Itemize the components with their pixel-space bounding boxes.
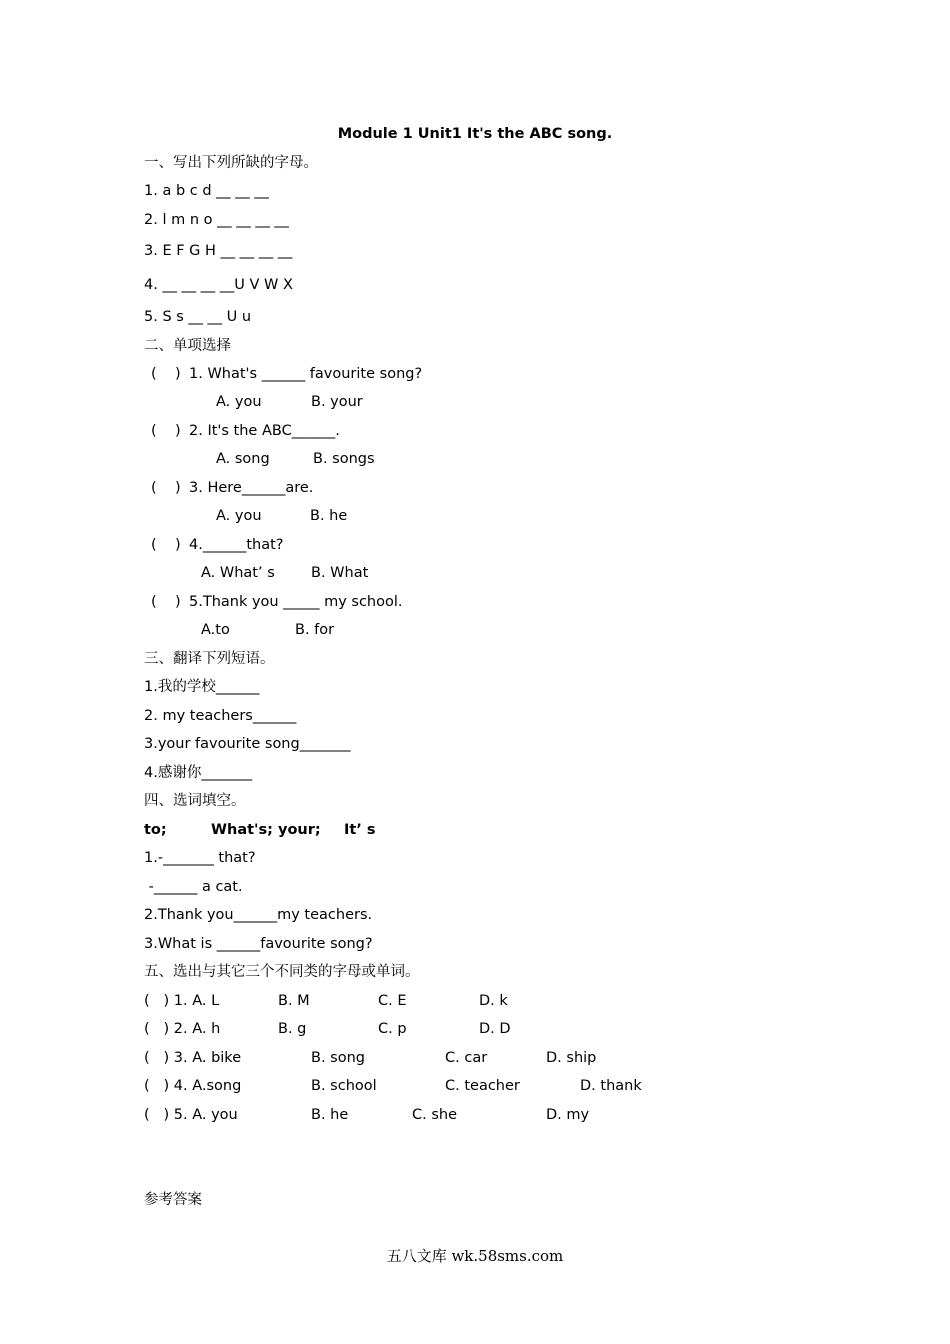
s5-option-c: C. E [378, 993, 407, 1009]
question-stem: 4.______that? [189, 537, 284, 553]
answer-paren-open: ( [151, 423, 157, 439]
s5-option-b: B. school [311, 1078, 377, 1094]
answer-key-heading: 参考答案 [144, 1192, 202, 1208]
question-stem: 5.Thank you _____ my school. [189, 594, 403, 610]
section-1-heading: 一、写出下列所缺的字母。 [144, 155, 318, 171]
s1-item: 4. __ __ __ __U V W X [144, 277, 293, 293]
answer-paren-open: ( [151, 480, 157, 496]
s4-item: 1.-_______ that? [144, 850, 256, 866]
s4-item: -______ a cat. [144, 879, 243, 895]
answer-paren-open: ( [151, 594, 157, 610]
option-b: B. songs [313, 451, 375, 467]
answer-paren-close: ) [175, 480, 181, 496]
s3-item: 2. my teachers______ [144, 708, 297, 724]
option-b: B. your [311, 394, 363, 410]
s5-question: ( ) 5. A. you [144, 1107, 238, 1123]
s5-question: ( ) 1. A. L [144, 993, 220, 1009]
s4-item: 3.What is ______favourite song? [144, 936, 373, 952]
question-stem: 2. It's the ABC______. [189, 423, 340, 439]
answer-paren-close: ) [175, 594, 181, 610]
s3-item: 4.感谢你_______ [144, 765, 253, 781]
word-bank-item: to; [144, 822, 167, 838]
s1-item: 5. S s __ __ U u [144, 309, 252, 325]
s5-option-b: B. he [311, 1107, 349, 1123]
option-a: A. song [216, 451, 270, 467]
footer-watermark: 五八文库 wk.58sms.com [386, 1247, 564, 1265]
s3-item: 3.your favourite song_______ [144, 736, 351, 752]
s5-question: ( ) 2. A. h [144, 1021, 221, 1037]
s5-option-c: C. she [412, 1107, 458, 1123]
word-bank-item: your; [278, 822, 321, 838]
s3-item: 1.我的学校______ [144, 679, 260, 695]
option-b: B. for [295, 622, 335, 638]
s1-item: 1. a b c d __ __ __ [144, 183, 269, 199]
section-2-heading: 二、单项选择 [144, 338, 231, 354]
section-3-heading: 三、翻译下列短语。 [144, 651, 275, 667]
s5-option-d: D. ship [546, 1050, 597, 1066]
answer-paren-close: ) [175, 366, 181, 382]
s5-question: ( ) 4. A.song [144, 1078, 242, 1094]
s5-option-d: D. my [546, 1107, 590, 1123]
s5-option-b: B. g [278, 1021, 307, 1037]
section-5-heading: 五、选出与其它三个不同类的字母或单词。 [144, 964, 420, 980]
s5-option-c: C. p [378, 1021, 407, 1037]
option-a: A. you [216, 508, 262, 524]
word-bank-item: What's; [211, 822, 273, 838]
option-a: A. What’ s [201, 565, 275, 581]
option-b: B. he [310, 508, 348, 524]
s5-question: ( ) 3. A. bike [144, 1050, 242, 1066]
answer-paren-open: ( [151, 537, 157, 553]
s5-option-d: D. k [479, 993, 508, 1009]
option-a: A. you [216, 394, 262, 410]
answer-paren-close: ) [175, 423, 181, 439]
s1-item: 3. E F G H __ __ __ __ [144, 243, 293, 259]
s5-option-c: C. car [445, 1050, 488, 1066]
s5-option-c: C. teacher [445, 1078, 520, 1094]
page-title: Module 1 Unit1 It's the ABC song. [337, 126, 613, 142]
word-bank-item: It’ s [344, 822, 376, 838]
s5-option-b: B. song [311, 1050, 365, 1066]
option-a: A.to [201, 622, 230, 638]
s5-option-d: D. D [479, 1021, 511, 1037]
question-stem: 3. Here______are. [189, 480, 314, 496]
answer-paren-open: ( [151, 366, 157, 382]
section-4-heading: 四、选词填空。 [144, 793, 246, 809]
s5-option-b: B. M [278, 993, 310, 1009]
question-stem: 1. What's ______ favourite song? [189, 366, 423, 382]
answer-paren-close: ) [175, 537, 181, 553]
option-b: B. What [311, 565, 369, 581]
s1-item: 2. l m n o __ __ __ __ [144, 212, 289, 228]
s5-option-d: D. thank [580, 1078, 642, 1094]
s4-item: 2.Thank you______my teachers. [144, 907, 373, 923]
